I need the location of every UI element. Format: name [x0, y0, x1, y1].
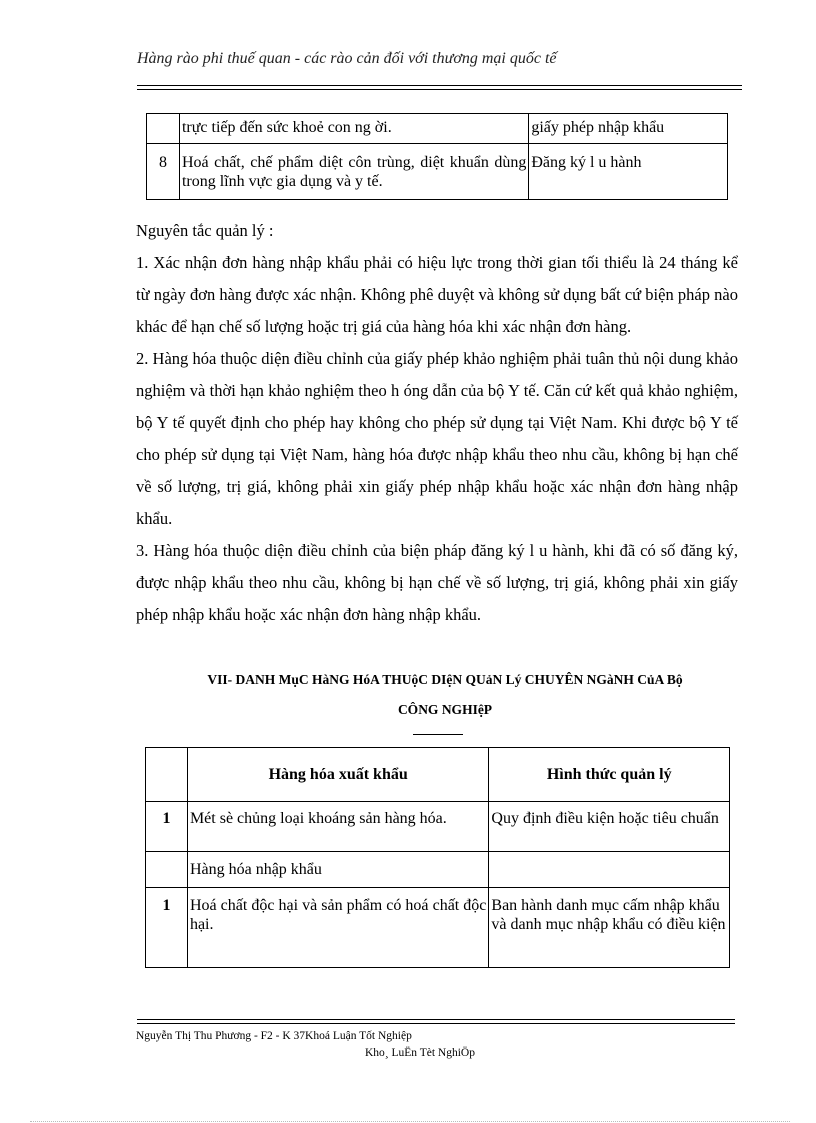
header-num-cell: [146, 748, 188, 802]
section-divider: [413, 734, 463, 735]
table-row: [147, 114, 728, 144]
footer-rule-bottom: [137, 1023, 735, 1024]
form-cell: Ban hành danh mục cấm nhập khẩu và danh mục nhập khẩu có điều kiện: [489, 888, 730, 968]
principle-item: 1. Xác nhận đơn hàng nhập khẩu phải có hiệu lực trong thời gian tối thiểu là 24 tháng kể từ ngày đơn hàng được xác nhận. Không phê duyệt và không sử dụng bất cứ biện pháp nào khác để hạn chế số lượng hoặc trị giá của hàng hóa khi xác nhận đơn hàng.: [136, 253, 738, 336]
page-header: Hàng rào phi thuế quan - các rào cản đối với thương mại quốc tế: [137, 50, 557, 67]
section-title: [145, 665, 745, 725]
form-cell: giấy phép nhập khẩu: [529, 114, 728, 144]
row-number: 1: [146, 802, 188, 852]
table-header-row: [146, 748, 730, 802]
item-cell: [179, 144, 528, 200]
item-text: Hoá chất, chế phẩm diệt côn trùng, diệt khuẩn dùng trong lĩnh vực gia dụng và y tế.: [181, 154, 527, 190]
footer-rule-top: [137, 1019, 735, 1020]
form-cell: [489, 852, 730, 888]
page-edge-dotted-line: [30, 1121, 790, 1122]
table-row: [146, 888, 730, 968]
header-export-goods: Hàng hóa xuất khẩu: [187, 748, 488, 802]
section-title-line2: CÔNG NGHIệP: [397, 702, 493, 717]
item-cell: trực tiếp đến sức khoẻ con ng ời.: [179, 114, 528, 144]
item-cell: Hoá chất độc hại và sản phẩm có hoá chất độc hại.: [187, 888, 488, 968]
row-number: 1: [146, 888, 188, 968]
footer-author: Nguyễn Thị Thu Phương - F2 - K 37Khoá Luận Tốt Nghiệp: [136, 1030, 412, 1042]
header-rule-bottom: [137, 89, 742, 90]
import-goods-label: Hàng hóa nhập khẩu: [187, 852, 488, 888]
import-control-table-continued: [146, 113, 728, 200]
form-cell: Đăng ký l u hành: [529, 144, 728, 200]
table-row: [146, 852, 730, 888]
table-row: [147, 144, 728, 200]
row-number: [146, 852, 188, 888]
header-management-form: Hình thức quản lý: [489, 748, 730, 802]
table-row: [146, 802, 730, 852]
management-principles: [136, 215, 738, 631]
principle-item: 3. Hàng hóa thuộc diện điều chỉnh của biện pháp đăng ký l u hành, khi đã có số đăng ký, được nhập khẩu theo nhu cầu, không bị hạn chế về số lượng, trị giá, không phải xin giấy phép nhập khẩu hoặc xác nhận đơn hàng nhập khẩu.: [136, 541, 738, 624]
section-title-line1: VII- DANH MụC HàNG HóA THUộC DIệN QUảN Lý CHUYÊN NGàNH CủA Bộ: [207, 672, 683, 687]
header-rule-top: [137, 85, 742, 86]
item-cell: Mét sè chủng loại khoáng sản hàng hóa.: [187, 802, 488, 852]
footer-thesis: Kho¸ LuËn Tèt NghiÖp: [365, 1047, 475, 1059]
industry-ministry-table: [145, 747, 730, 968]
principle-item: 2. Hàng hóa thuộc diện điều chỉnh của giấy phép khảo nghiệm phải tuân thủ nội dung khảo nghiệm và thời hạn khảo nghiệm theo h óng dẫn của bộ Y tế. Căn cứ kết quả khảo nghiệm, bộ Y tế quyết định cho phép hay không cho phép sử dụng tại Việt Nam. Khi được bộ Y tế cho phép sử dụng tại Việt Nam, hàng hóa được nhập khẩu theo nhu cầu, không bị hạn chế về số lượng, trị giá, không phải xin giấy phép nhập khẩu hoặc xác nhận đơn hàng nhập khẩu.: [136, 349, 738, 528]
row-number: 8: [147, 144, 180, 200]
principles-heading: Nguyên tắc quản lý :: [136, 221, 274, 240]
row-number: [147, 114, 180, 144]
form-cell: Quy định điều kiện hoặc tiêu chuẩn: [489, 802, 730, 852]
